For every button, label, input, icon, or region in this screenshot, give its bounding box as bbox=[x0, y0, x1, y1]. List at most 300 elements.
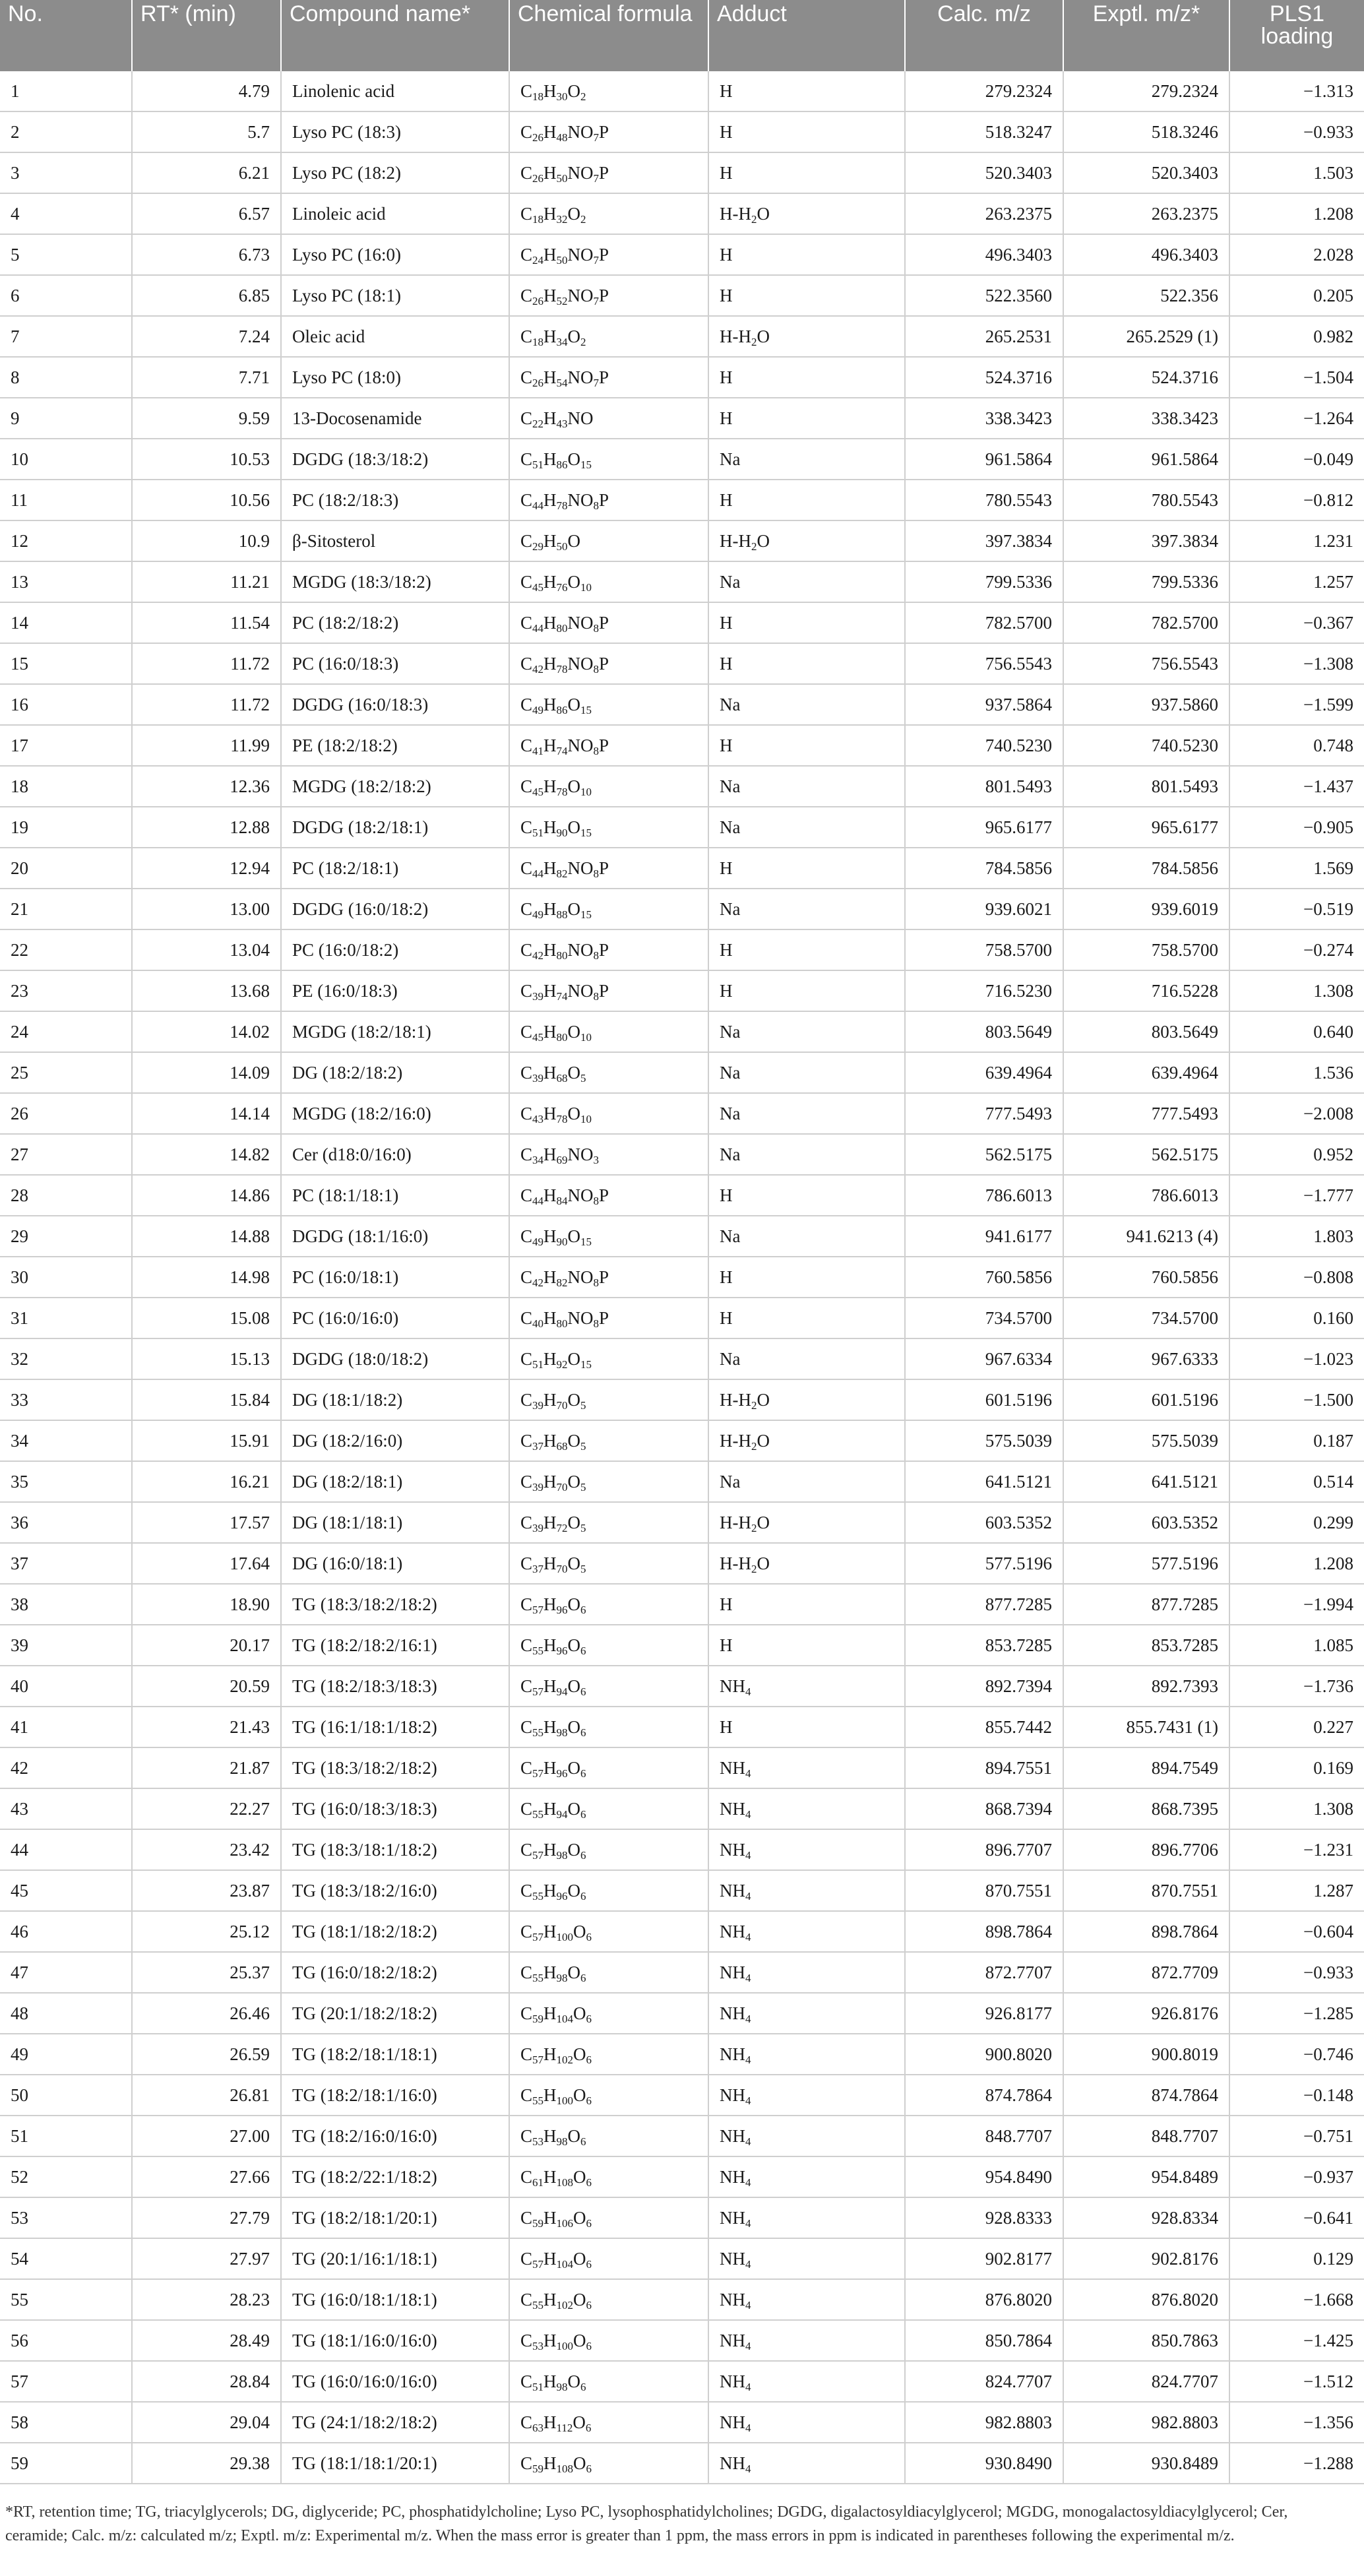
cell-rt: 18.90 bbox=[132, 1584, 281, 1625]
cell-rt: 11.99 bbox=[132, 725, 281, 766]
cell-exptl-mz: 397.3834 bbox=[1063, 520, 1229, 561]
cell-rt: 11.72 bbox=[132, 643, 281, 684]
cell-compound-name: TG (18:3/18:2/18:2) bbox=[281, 1584, 509, 1625]
cell-pls1-loading: 1.208 bbox=[1229, 193, 1364, 234]
cell-calc-mz: 892.7394 bbox=[905, 1666, 1063, 1707]
cell-formula: $C_{24}H_{50}NO_7P$ bbox=[509, 234, 708, 275]
cell-pls1-loading: −1.500 bbox=[1229, 1379, 1364, 1420]
table-row bbox=[0, 1134, 1364, 1175]
cell-exptl-mz: 850.7863 bbox=[1063, 2320, 1229, 2361]
cell-exptl-mz: 939.6019 bbox=[1063, 889, 1229, 929]
cell-calc-mz: 716.5230 bbox=[905, 970, 1063, 1011]
cell-calc-mz: 928.8333 bbox=[905, 2197, 1063, 2238]
table-row bbox=[0, 1093, 1364, 1134]
cell-pls1-loading: −0.274 bbox=[1229, 929, 1364, 970]
cell-adduct: Na bbox=[708, 1216, 905, 1257]
cell-no: 32 bbox=[0, 1338, 132, 1379]
cell-calc-mz: 853.7285 bbox=[905, 1625, 1063, 1666]
cell-formula: $C_{55}H_{96}O_6$ bbox=[509, 1625, 708, 1666]
cell-calc-mz: 876.8020 bbox=[905, 2279, 1063, 2320]
cell-exptl-mz: 954.8489 bbox=[1063, 2156, 1229, 2197]
cell-adduct: H bbox=[708, 970, 905, 1011]
cell-calc-mz: 961.5864 bbox=[905, 439, 1063, 480]
cell-compound-name: PE (18:2/18:2) bbox=[281, 725, 509, 766]
cell-adduct: H bbox=[708, 1584, 905, 1625]
cell-adduct: H bbox=[708, 1257, 905, 1298]
header-chemical-formula: Chemical formula bbox=[509, 0, 708, 71]
cell-formula: $C_{26}H_{48}NO_7P$ bbox=[509, 111, 708, 152]
table-row bbox=[0, 71, 1364, 111]
cell-exptl-mz: 877.7285 bbox=[1063, 1584, 1229, 1625]
cell-compound-name: 13-Docosenamide bbox=[281, 398, 509, 439]
cell-compound-name: Cer (d18:0/16:0) bbox=[281, 1134, 509, 1175]
cell-rt: 12.36 bbox=[132, 766, 281, 807]
cell-compound-name: TG (18:1/18:1/20:1) bbox=[281, 2443, 509, 2484]
cell-adduct: H bbox=[708, 1298, 905, 1338]
cell-no: 31 bbox=[0, 1298, 132, 1338]
table-row bbox=[0, 1707, 1364, 1747]
table-row bbox=[0, 1870, 1364, 1911]
cell-pls1-loading: 0.640 bbox=[1229, 1011, 1364, 1052]
table-row bbox=[0, 1338, 1364, 1379]
cell-rt: 10.53 bbox=[132, 439, 281, 480]
cell-no: 19 bbox=[0, 807, 132, 848]
header-rt: RT* (min) bbox=[132, 0, 281, 71]
cell-adduct: H bbox=[708, 234, 905, 275]
cell-rt: 14.09 bbox=[132, 1052, 281, 1093]
table-row bbox=[0, 1952, 1364, 1993]
cell-compound-name: MGDG (18:2/18:2) bbox=[281, 766, 509, 807]
header-row bbox=[0, 0, 1364, 71]
cell-adduct: H bbox=[708, 1175, 905, 1216]
cell-rt: 6.85 bbox=[132, 275, 281, 316]
cell-adduct: $NH_4$ bbox=[708, 2279, 905, 2320]
cell-exptl-mz: 338.3423 bbox=[1063, 398, 1229, 439]
cell-no: 37 bbox=[0, 1543, 132, 1584]
cell-calc-mz: 575.5039 bbox=[905, 1420, 1063, 1461]
cell-compound-name: PC (16:0/18:2) bbox=[281, 929, 509, 970]
cell-adduct: $H-H_2O$ bbox=[708, 316, 905, 357]
cell-compound-name: PE (16:0/18:3) bbox=[281, 970, 509, 1011]
cell-rt: 27.66 bbox=[132, 2156, 281, 2197]
table-row bbox=[0, 1911, 1364, 1952]
cell-pls1-loading: 1.536 bbox=[1229, 1052, 1364, 1093]
cell-exptl-mz: 900.8019 bbox=[1063, 2034, 1229, 2075]
cell-exptl-mz: 782.5700 bbox=[1063, 602, 1229, 643]
table-row bbox=[0, 2197, 1364, 2238]
cell-compound-name: DG (16:0/18:1) bbox=[281, 1543, 509, 1584]
cell-exptl-mz: 734.5700 bbox=[1063, 1298, 1229, 1338]
cell-formula: $C_{59}H_{108}O_6$ bbox=[509, 2443, 708, 2484]
cell-no: 26 bbox=[0, 1093, 132, 1134]
table-row bbox=[0, 1175, 1364, 1216]
table-row bbox=[0, 561, 1364, 602]
cell-formula: $C_{44}H_{84}NO_8P$ bbox=[509, 1175, 708, 1216]
cell-compound-name: TG (18:2/18:1/16:0) bbox=[281, 2075, 509, 2116]
table-row bbox=[0, 152, 1364, 193]
cell-formula: $C_{53}H_{100}O_6$ bbox=[509, 2320, 708, 2361]
cell-calc-mz: 641.5121 bbox=[905, 1461, 1063, 1502]
cell-calc-mz: 520.3403 bbox=[905, 152, 1063, 193]
cell-exptl-mz: 603.5352 bbox=[1063, 1502, 1229, 1543]
cell-exptl-mz: 803.5649 bbox=[1063, 1011, 1229, 1052]
cell-formula: $C_{26}H_{50}NO_7P$ bbox=[509, 152, 708, 193]
cell-calc-mz: 603.5352 bbox=[905, 1502, 1063, 1543]
cell-compound-name: TG (18:2/16:0/16:0) bbox=[281, 2116, 509, 2156]
cell-adduct: H bbox=[708, 111, 905, 152]
cell-compound-name: PC (16:0/18:3) bbox=[281, 643, 509, 684]
cell-calc-mz: 263.2375 bbox=[905, 193, 1063, 234]
cell-rt: 26.81 bbox=[132, 2075, 281, 2116]
cell-compound-name: TG (16:1/18:1/18:2) bbox=[281, 1707, 509, 1747]
cell-calc-mz: 279.2324 bbox=[905, 71, 1063, 111]
table-row bbox=[0, 398, 1364, 439]
table-row bbox=[0, 970, 1364, 1011]
cell-calc-mz: 397.3834 bbox=[905, 520, 1063, 561]
cell-formula: $C_{29}H_{50}O$ bbox=[509, 520, 708, 561]
cell-exptl-mz: 824.7707 bbox=[1063, 2361, 1229, 2402]
cell-rt: 26.59 bbox=[132, 2034, 281, 2075]
cell-pls1-loading: 0.129 bbox=[1229, 2238, 1364, 2279]
cell-no: 10 bbox=[0, 439, 132, 480]
cell-compound-name: TG (20:1/18:2/18:2) bbox=[281, 1993, 509, 2034]
cell-formula: $C_{39}H_{72}O_5$ bbox=[509, 1502, 708, 1543]
cell-rt: 13.00 bbox=[132, 889, 281, 929]
cell-adduct: H bbox=[708, 602, 905, 643]
cell-pls1-loading: 1.308 bbox=[1229, 1788, 1364, 1829]
cell-adduct: H bbox=[708, 643, 905, 684]
cell-calc-mz: 734.5700 bbox=[905, 1298, 1063, 1338]
cell-exptl-mz: 756.5543 bbox=[1063, 643, 1229, 684]
cell-compound-name: TG (18:3/18:2/16:0) bbox=[281, 1870, 509, 1911]
cell-formula: $C_{57}H_{102}O_6$ bbox=[509, 2034, 708, 2075]
cell-exptl-mz: 930.8489 bbox=[1063, 2443, 1229, 2484]
cell-rt: 15.84 bbox=[132, 1379, 281, 1420]
cell-no: 55 bbox=[0, 2279, 132, 2320]
cell-exptl-mz: 263.2375 bbox=[1063, 193, 1229, 234]
cell-pls1-loading: −0.905 bbox=[1229, 807, 1364, 848]
cell-compound-name: TG (18:3/18:2/18:2) bbox=[281, 1747, 509, 1788]
cell-pls1-loading: 0.982 bbox=[1229, 316, 1364, 357]
cell-calc-mz: 518.3247 bbox=[905, 111, 1063, 152]
cell-no: 52 bbox=[0, 2156, 132, 2197]
cell-calc-mz: 786.6013 bbox=[905, 1175, 1063, 1216]
cell-pls1-loading: −1.512 bbox=[1229, 2361, 1364, 2402]
cell-formula: $C_{57}H_{96}O_6$ bbox=[509, 1747, 708, 1788]
cell-compound-name: TG (16:0/18:3/18:3) bbox=[281, 1788, 509, 1829]
cell-pls1-loading: 1.208 bbox=[1229, 1543, 1364, 1584]
cell-calc-mz: 868.7394 bbox=[905, 1788, 1063, 1829]
cell-adduct: H bbox=[708, 725, 905, 766]
cell-compound-name: PC (16:0/16:0) bbox=[281, 1298, 509, 1338]
cell-adduct: Na bbox=[708, 1093, 905, 1134]
cell-compound-name: Lyso PC (16:0) bbox=[281, 234, 509, 275]
cell-formula: $C_{49}H_{86}O_{15}$ bbox=[509, 684, 708, 725]
cell-formula: $C_{53}H_{98}O_6$ bbox=[509, 2116, 708, 2156]
cell-adduct: Na bbox=[708, 684, 905, 725]
cell-pls1-loading: −0.937 bbox=[1229, 2156, 1364, 2197]
cell-compound-name: DG (18:2/18:1) bbox=[281, 1461, 509, 1502]
cell-no: 14 bbox=[0, 602, 132, 643]
cell-formula: $C_{45}H_{76}O_{10}$ bbox=[509, 561, 708, 602]
cell-rt: 14.88 bbox=[132, 1216, 281, 1257]
cell-formula: $C_{44}H_{80}NO_8P$ bbox=[509, 602, 708, 643]
cell-no: 15 bbox=[0, 643, 132, 684]
cell-calc-mz: 939.6021 bbox=[905, 889, 1063, 929]
cell-exptl-mz: 601.5196 bbox=[1063, 1379, 1229, 1420]
cell-exptl-mz: 777.5493 bbox=[1063, 1093, 1229, 1134]
cell-pls1-loading: −1.736 bbox=[1229, 1666, 1364, 1707]
cell-adduct: H bbox=[708, 848, 905, 889]
cell-adduct: Na bbox=[708, 1338, 905, 1379]
cell-rt: 29.04 bbox=[132, 2402, 281, 2443]
table-row bbox=[0, 193, 1364, 234]
cell-adduct: H bbox=[708, 398, 905, 439]
cell-no: 47 bbox=[0, 1952, 132, 1993]
table-row bbox=[0, 848, 1364, 889]
cell-compound-name: TG (16:0/16:0/16:0) bbox=[281, 2361, 509, 2402]
cell-calc-mz: 524.3716 bbox=[905, 357, 1063, 398]
cell-adduct: Na bbox=[708, 889, 905, 929]
cell-exptl-mz: 524.3716 bbox=[1063, 357, 1229, 398]
cell-pls1-loading: −0.604 bbox=[1229, 1911, 1364, 1952]
cell-compound-name: TG (18:2/18:1/18:1) bbox=[281, 2034, 509, 2075]
cell-pls1-loading: −0.933 bbox=[1229, 111, 1364, 152]
cell-pls1-loading: −0.519 bbox=[1229, 889, 1364, 929]
cell-no: 45 bbox=[0, 1870, 132, 1911]
table-row bbox=[0, 929, 1364, 970]
cell-exptl-mz: 874.7864 bbox=[1063, 2075, 1229, 2116]
cell-pls1-loading: −1.599 bbox=[1229, 684, 1364, 725]
table-row bbox=[0, 2116, 1364, 2156]
header-calc-mz: Calc. m/z bbox=[905, 0, 1063, 71]
cell-exptl-mz: 876.8020 bbox=[1063, 2279, 1229, 2320]
table-row bbox=[0, 480, 1364, 520]
cell-pls1-loading: −0.367 bbox=[1229, 602, 1364, 643]
cell-rt: 5.7 bbox=[132, 111, 281, 152]
cell-formula: $C_{63}H_{112}O_6$ bbox=[509, 2402, 708, 2443]
cell-rt: 7.71 bbox=[132, 357, 281, 398]
cell-pls1-loading: −0.148 bbox=[1229, 2075, 1364, 2116]
cell-pls1-loading: 0.160 bbox=[1229, 1298, 1364, 1338]
cell-adduct: $NH_4$ bbox=[708, 1747, 905, 1788]
cell-compound-name: MGDG (18:2/18:1) bbox=[281, 1011, 509, 1052]
header-pls1-loading: PLS1 loading bbox=[1229, 0, 1364, 71]
cell-formula: $C_{22}H_{43}NO$ bbox=[509, 398, 708, 439]
cell-calc-mz: 803.5649 bbox=[905, 1011, 1063, 1052]
cell-adduct: H bbox=[708, 929, 905, 970]
header-no: No. bbox=[0, 0, 132, 71]
cell-no: 9 bbox=[0, 398, 132, 439]
cell-pls1-loading: 1.085 bbox=[1229, 1625, 1364, 1666]
table-row bbox=[0, 1993, 1364, 2034]
table-row bbox=[0, 1625, 1364, 1666]
cell-adduct: $NH_4$ bbox=[708, 1666, 905, 1707]
cell-formula: $C_{49}H_{90}O_{15}$ bbox=[509, 1216, 708, 1257]
table-row bbox=[0, 1747, 1364, 1788]
cell-compound-name: MGDG (18:3/18:2) bbox=[281, 561, 509, 602]
cell-compound-name: Lyso PC (18:1) bbox=[281, 275, 509, 316]
cell-rt: 15.08 bbox=[132, 1298, 281, 1338]
cell-calc-mz: 740.5230 bbox=[905, 725, 1063, 766]
cell-rt: 12.94 bbox=[132, 848, 281, 889]
cell-rt: 16.21 bbox=[132, 1461, 281, 1502]
cell-calc-mz: 801.5493 bbox=[905, 766, 1063, 807]
cell-adduct: $NH_4$ bbox=[708, 1952, 905, 1993]
cell-compound-name: TG (20:1/16:1/18:1) bbox=[281, 2238, 509, 2279]
cell-calc-mz: 777.5493 bbox=[905, 1093, 1063, 1134]
cell-exptl-mz: 855.7431 (1) bbox=[1063, 1707, 1229, 1747]
cell-adduct: $NH_4$ bbox=[708, 1829, 905, 1870]
cell-compound-name: Oleic acid bbox=[281, 316, 509, 357]
cell-no: 4 bbox=[0, 193, 132, 234]
cell-no: 12 bbox=[0, 520, 132, 561]
cell-rt: 14.82 bbox=[132, 1134, 281, 1175]
cell-no: 18 bbox=[0, 766, 132, 807]
cell-calc-mz: 782.5700 bbox=[905, 602, 1063, 643]
cell-compound-name: TG (18:1/16:0/16:0) bbox=[281, 2320, 509, 2361]
cell-calc-mz: 894.7551 bbox=[905, 1747, 1063, 1788]
cell-adduct: $NH_4$ bbox=[708, 2402, 905, 2443]
cell-exptl-mz: 641.5121 bbox=[1063, 1461, 1229, 1502]
cell-rt: 14.86 bbox=[132, 1175, 281, 1216]
table-row bbox=[0, 1420, 1364, 1461]
cell-no: 48 bbox=[0, 1993, 132, 2034]
cell-rt: 14.02 bbox=[132, 1011, 281, 1052]
cell-compound-name: DGDG (18:1/16:0) bbox=[281, 1216, 509, 1257]
cell-adduct: $NH_4$ bbox=[708, 2197, 905, 2238]
cell-pls1-loading: 0.514 bbox=[1229, 1461, 1364, 1502]
table-row bbox=[0, 1502, 1364, 1543]
cell-adduct: $H-H_2O$ bbox=[708, 1543, 905, 1584]
cell-rt: 21.87 bbox=[132, 1747, 281, 1788]
cell-compound-name: DGDG (16:0/18:3) bbox=[281, 684, 509, 725]
cell-no: 56 bbox=[0, 2320, 132, 2361]
cell-calc-mz: 799.5336 bbox=[905, 561, 1063, 602]
table-row bbox=[0, 889, 1364, 929]
cell-adduct: $NH_4$ bbox=[708, 2075, 905, 2116]
cell-formula: $C_{51}H_{90}O_{15}$ bbox=[509, 807, 708, 848]
cell-formula: $C_{18}H_{30}O_2$ bbox=[509, 71, 708, 111]
cell-calc-mz: 601.5196 bbox=[905, 1379, 1063, 1420]
cell-formula: $C_{57}H_{96}O_6$ bbox=[509, 1584, 708, 1625]
cell-calc-mz: 870.7551 bbox=[905, 1870, 1063, 1911]
cell-rt: 6.21 bbox=[132, 152, 281, 193]
cell-calc-mz: 937.5864 bbox=[905, 684, 1063, 725]
cell-exptl-mz: 799.5336 bbox=[1063, 561, 1229, 602]
cell-adduct: $H-H_2O$ bbox=[708, 520, 905, 561]
cell-adduct: Na bbox=[708, 807, 905, 848]
cell-calc-mz: 760.5856 bbox=[905, 1257, 1063, 1298]
cell-exptl-mz: 577.5196 bbox=[1063, 1543, 1229, 1584]
cell-no: 59 bbox=[0, 2443, 132, 2484]
cell-pls1-loading: −0.933 bbox=[1229, 1952, 1364, 1993]
cell-compound-name: DGDG (18:3/18:2) bbox=[281, 439, 509, 480]
cell-no: 58 bbox=[0, 2402, 132, 2443]
cell-compound-name: MGDG (18:2/16:0) bbox=[281, 1093, 509, 1134]
cell-rt: 12.88 bbox=[132, 807, 281, 848]
cell-rt: 28.49 bbox=[132, 2320, 281, 2361]
table-row bbox=[0, 1584, 1364, 1625]
cell-pls1-loading: −1.777 bbox=[1229, 1175, 1364, 1216]
cell-no: 53 bbox=[0, 2197, 132, 2238]
cell-adduct: $H-H_2O$ bbox=[708, 1502, 905, 1543]
cell-no: 5 bbox=[0, 234, 132, 275]
table-row bbox=[0, 2320, 1364, 2361]
cell-adduct: H bbox=[708, 152, 905, 193]
table-row bbox=[0, 520, 1364, 561]
cell-calc-mz: 639.4964 bbox=[905, 1052, 1063, 1093]
cell-rt: 7.24 bbox=[132, 316, 281, 357]
cell-exptl-mz: 965.6177 bbox=[1063, 807, 1229, 848]
cell-calc-mz: 954.8490 bbox=[905, 2156, 1063, 2197]
cell-adduct: H bbox=[708, 480, 905, 520]
cell-pls1-loading: −1.668 bbox=[1229, 2279, 1364, 2320]
cell-pls1-loading: −1.288 bbox=[1229, 2443, 1364, 2484]
cell-no: 22 bbox=[0, 929, 132, 970]
table-row bbox=[0, 1052, 1364, 1093]
cell-exptl-mz: 786.6013 bbox=[1063, 1175, 1229, 1216]
table-row bbox=[0, 1298, 1364, 1338]
cell-formula: $C_{26}H_{52}NO_7P$ bbox=[509, 275, 708, 316]
cell-pls1-loading: −1.308 bbox=[1229, 643, 1364, 684]
table-row bbox=[0, 275, 1364, 316]
cell-formula: $C_{42}H_{82}NO_8P$ bbox=[509, 1257, 708, 1298]
cell-no: 51 bbox=[0, 2116, 132, 2156]
cell-pls1-loading: −0.049 bbox=[1229, 439, 1364, 480]
cell-pls1-loading: −0.812 bbox=[1229, 480, 1364, 520]
cell-calc-mz: 784.5856 bbox=[905, 848, 1063, 889]
cell-calc-mz: 900.8020 bbox=[905, 2034, 1063, 2075]
cell-formula: $C_{51}H_{98}O_6$ bbox=[509, 2361, 708, 2402]
cell-no: 49 bbox=[0, 2034, 132, 2075]
cell-formula: $C_{37}H_{68}O_5$ bbox=[509, 1420, 708, 1461]
cell-pls1-loading: 0.748 bbox=[1229, 725, 1364, 766]
table-row bbox=[0, 2402, 1364, 2443]
cell-compound-name: DGDG (18:0/18:2) bbox=[281, 1338, 509, 1379]
cell-calc-mz: 872.7707 bbox=[905, 1952, 1063, 1993]
cell-rt: 15.13 bbox=[132, 1338, 281, 1379]
cell-formula: $C_{40}H_{80}NO_8P$ bbox=[509, 1298, 708, 1338]
cell-exptl-mz: 894.7549 bbox=[1063, 1747, 1229, 1788]
cell-adduct: H bbox=[708, 1707, 905, 1747]
cell-rt: 23.42 bbox=[132, 1829, 281, 1870]
cell-rt: 29.38 bbox=[132, 2443, 281, 2484]
cell-no: 1 bbox=[0, 71, 132, 111]
cell-adduct: $NH_4$ bbox=[708, 2116, 905, 2156]
cell-no: 17 bbox=[0, 725, 132, 766]
cell-compound-name: TG (18:2/18:3/18:3) bbox=[281, 1666, 509, 1707]
cell-no: 33 bbox=[0, 1379, 132, 1420]
table-row bbox=[0, 1257, 1364, 1298]
header-compound-name: Compound name* bbox=[281, 0, 509, 71]
cell-rt: 21.43 bbox=[132, 1707, 281, 1747]
table-row bbox=[0, 766, 1364, 807]
cell-calc-mz: 877.7285 bbox=[905, 1584, 1063, 1625]
cell-rt: 27.00 bbox=[132, 2116, 281, 2156]
cell-exptl-mz: 518.3246 bbox=[1063, 111, 1229, 152]
cell-no: 23 bbox=[0, 970, 132, 1011]
cell-formula: $C_{45}H_{78}O_{10}$ bbox=[509, 766, 708, 807]
cell-compound-name: Lyso PC (18:3) bbox=[281, 111, 509, 152]
cell-no: 13 bbox=[0, 561, 132, 602]
cell-formula: $C_{37}H_{70}O_5$ bbox=[509, 1543, 708, 1584]
cell-formula: $C_{49}H_{88}O_{15}$ bbox=[509, 889, 708, 929]
cell-formula: $C_{45}H_{80}O_{10}$ bbox=[509, 1011, 708, 1052]
cell-pls1-loading: −1.264 bbox=[1229, 398, 1364, 439]
cell-calc-mz: 496.3403 bbox=[905, 234, 1063, 275]
cell-pls1-loading: 2.028 bbox=[1229, 234, 1364, 275]
